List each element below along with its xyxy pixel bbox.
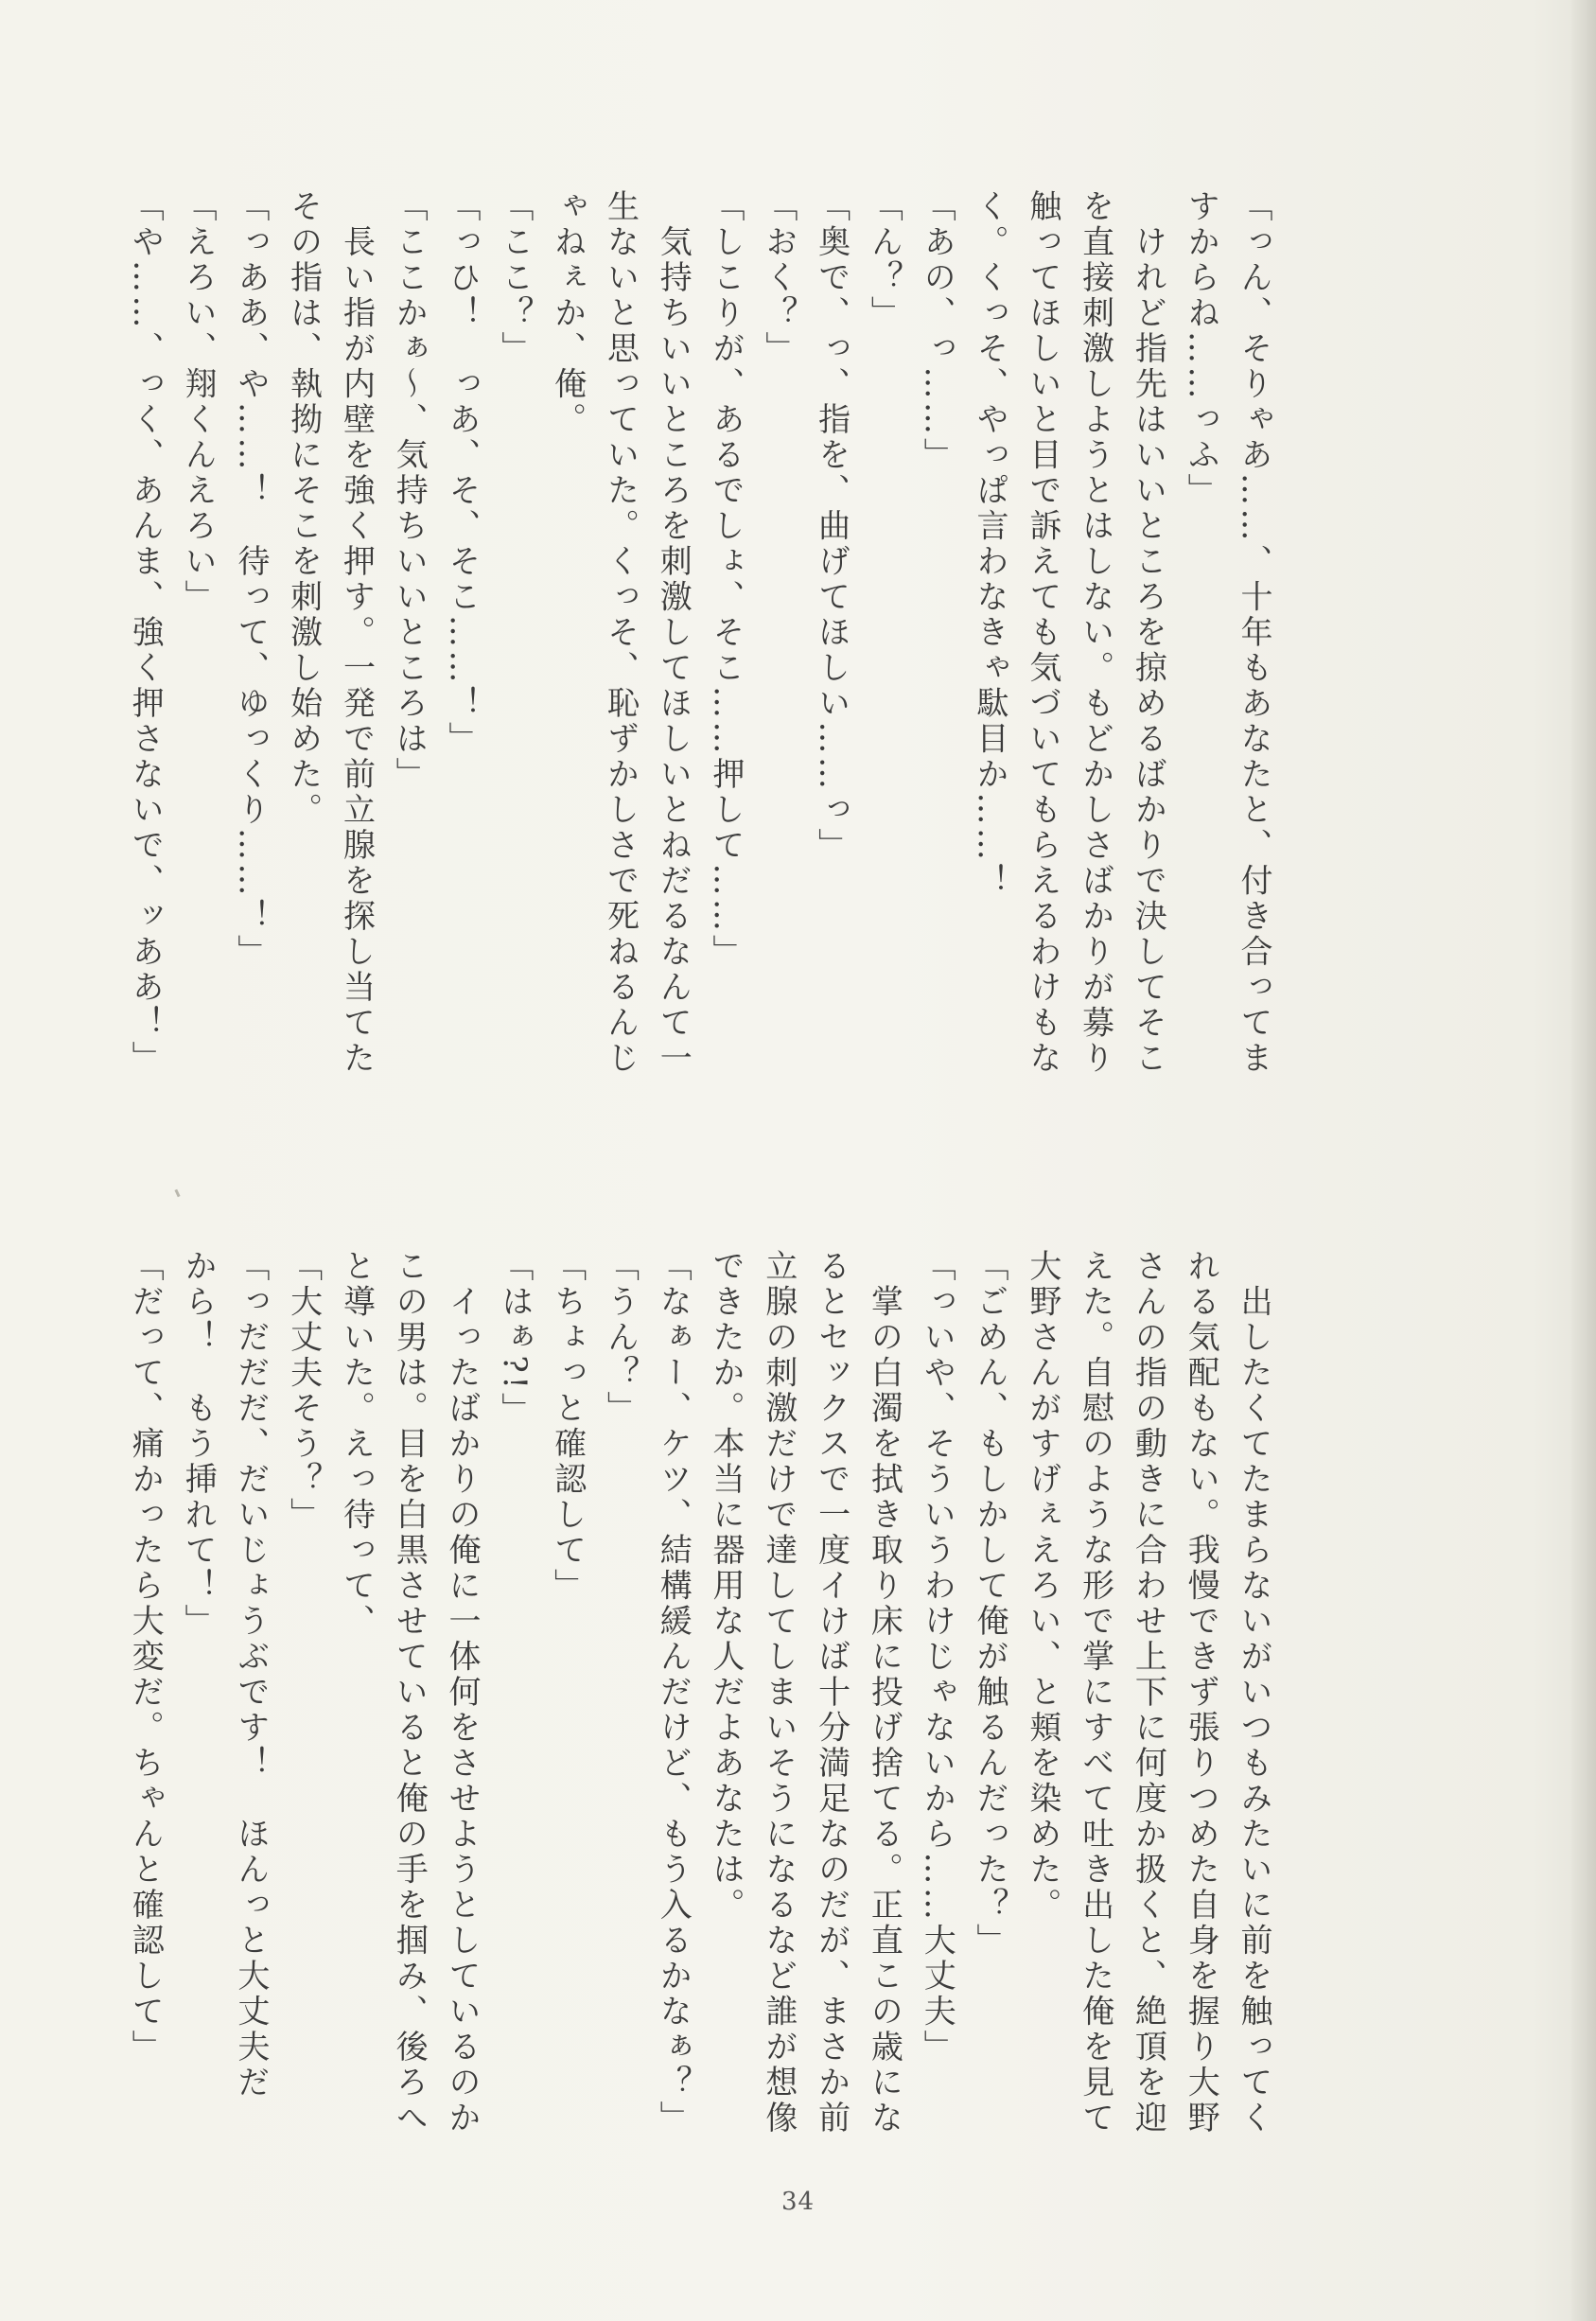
text-line: ゃねぇか、俺。 [548, 189, 587, 438]
text-line: 出したくてたまらないがいつもみたいに前を触ってく [1235, 1249, 1272, 2136]
text-line: イったばかりの俺に一体何をさせようとしているのか [443, 1249, 482, 2136]
text-line: 「大丈夫そう？」 [284, 1249, 323, 1533]
text-line: できたか。本当に器用な人だよあなたは。 [707, 1249, 745, 1924]
text-line: 「あの、っ……」 [918, 189, 956, 473]
text-line: 生ないと思っていた。くっそ、恥ずかしさで死ねるんじ [601, 189, 640, 1077]
page-edge [1571, 0, 1596, 2321]
text-line: 「ん？」 [865, 189, 903, 331]
text-line: 「ここかぁ〜、気持ちいいところは」 [390, 189, 429, 793]
text-line: と導いた。えっ待って、 [337, 1249, 376, 1640]
text-line: 「うん？」 [601, 1249, 640, 1427]
text-line: 「奥で、っ、指を、曲げてほしい……っ」 [812, 189, 851, 864]
top-text-block [117, 189, 1279, 1135]
text-line: く。くっそ、やっぱ言わなきゃ駄目か……！ [971, 189, 1009, 899]
text-line: 「ここ？」 [495, 189, 534, 367]
bottom-text-block [117, 1249, 1279, 2195]
text-line: この男は。目を白黒させていると俺の手を掴み、後ろへ [390, 1249, 429, 2136]
text-line: 立腺の刺激だけで達してしまいそうになるなど誰が想像 [759, 1249, 798, 2136]
text-line: 触ってほしいと目で訴えても気づいてもらえるわけもな [1023, 189, 1061, 1077]
text-line: から！ もう挿れて！」 [179, 1249, 218, 1640]
text-line: すからね……っふ」 [1182, 189, 1220, 509]
text-line: 掌の白濁を拭き取り床に投げ捨てる。正直この歳にな [865, 1249, 903, 2136]
text-line: 「ごめん、もしかして俺が触るんだった？」 [971, 1249, 1009, 1959]
text-line: 「なぁー、ケツ、結構緩んだけど、もう入るかなぁ？」 [654, 1249, 693, 2136]
text-line: 「えろい、翔くんえろい」 [179, 189, 218, 615]
text-line: けれど指先はいいところを掠めるばかりで決してそこ [1129, 189, 1167, 1077]
stray-ink-mark [174, 1189, 180, 1198]
text-line: 「っだだだ、だいじょうぶです！ ほんっと大丈夫だ [231, 1249, 270, 2101]
text-line: 「だって、痛かったら大変だ。ちゃんと確認して」 [126, 1249, 165, 2066]
text-line: るとセックスで一度イけば十分満足なのだが、まさか前 [812, 1249, 851, 2136]
text-line: 「ちょっと確認して」 [548, 1249, 587, 1604]
text-line: 「っああ、や……！ 待って、ゆっくり……！」 [231, 189, 270, 970]
text-line: その指は、執拗にそこを刺激し始めた。 [284, 189, 323, 828]
text-line: 「や……、っく、あんま、強く押さないで、ッああ！」 [126, 189, 165, 1077]
text-line: 大野さんがすげぇえろい、と頬を染めた。 [1023, 1249, 1061, 1924]
text-line: を直接刺激しようとはしない。もどかしさばかりが募り [1076, 189, 1114, 1077]
page-number: 34 [780, 2188, 816, 2216]
text-line: えた。自慰のような形で掌にすべて吐き出した俺を見て [1076, 1249, 1114, 2136]
text-line: 長い指が内壁を強く押す。一発で前立腺を探し当てた [337, 189, 376, 1077]
text-line: 「っん、そりゃあ……、十年もあなたと、付き合ってま [1235, 189, 1272, 1077]
text-line: 「っひ！ っあ、そ、そこ……！」 [443, 189, 482, 757]
text-line: さんの指の動きに合わせ上下に何度か扱くと、絶頂を迎 [1129, 1249, 1167, 2136]
text-line: 「っいや、そういうわけじゃないから……大丈夫」 [918, 1249, 956, 2066]
text-line: 「おく？」 [759, 189, 798, 367]
text-line: 気持ちいいところを刺激してほしいとねだるなんて一 [654, 189, 693, 1077]
text-line: 「はぁ?!」 [495, 1249, 534, 1428]
text-line: 「しこりが、あるでしょ、そこ……押して……」 [707, 189, 745, 970]
text-line: れる気配もない。我慢できず張りつめた自身を握り大野 [1182, 1249, 1220, 2136]
